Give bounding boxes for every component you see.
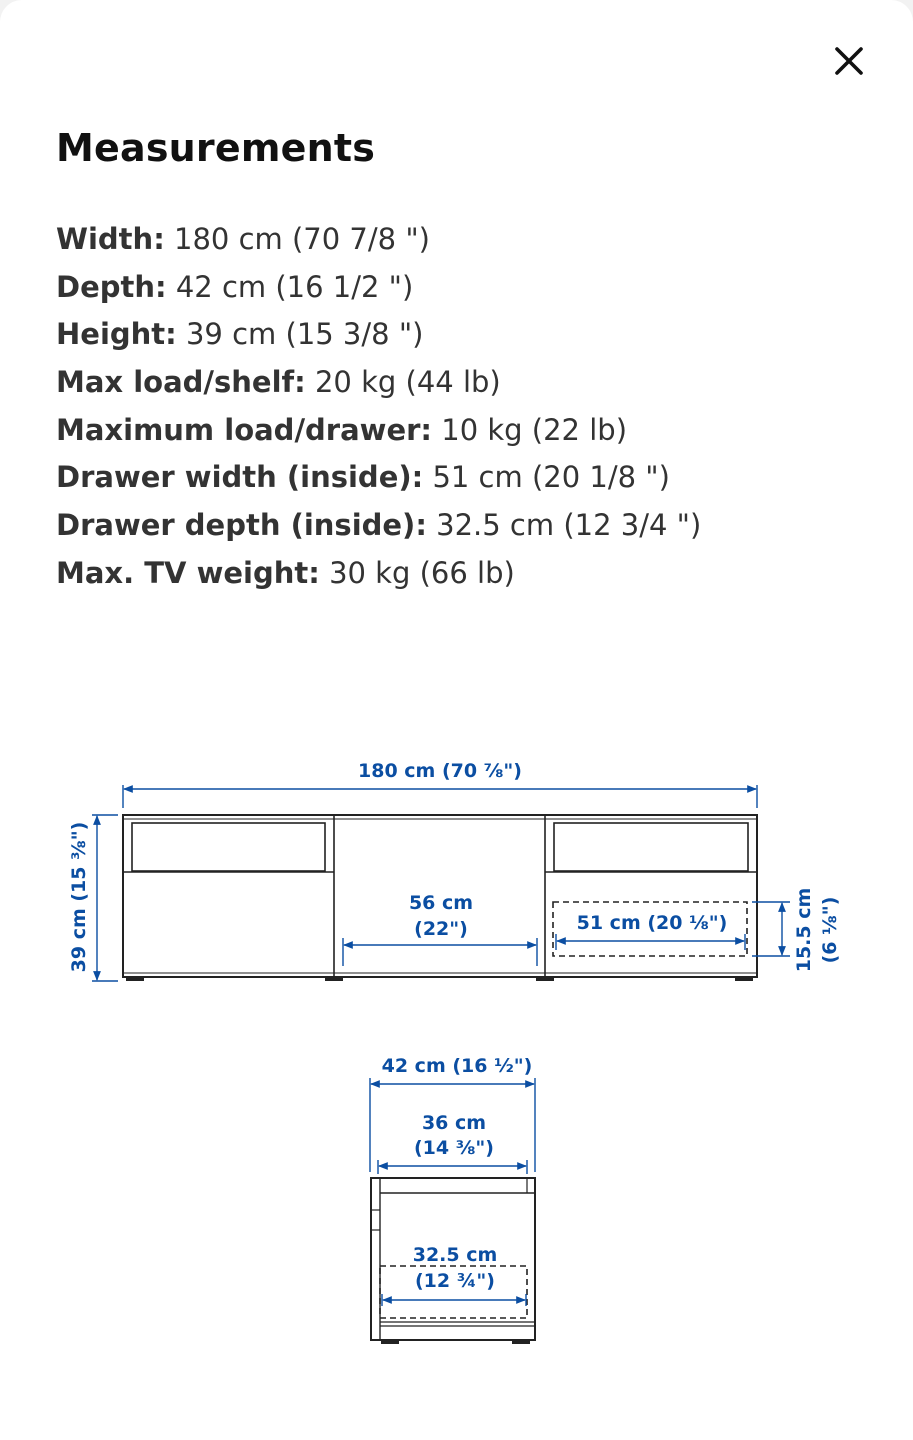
spec-value: 42 cm (16 1/2 ") <box>175 269 414 304</box>
spec-drawer-width <box>56 454 701 502</box>
spec-max-tv-weight <box>56 550 701 598</box>
page-title: Measurements <box>56 126 376 170</box>
spec-value: 32.5 cm (12 3/4 ") <box>436 508 702 543</box>
close-button[interactable] <box>822 34 876 88</box>
drawer-height-label-cm: 15.5 cm <box>793 887 815 973</box>
drawer-height-label-in: (6 ⅛") <box>819 896 841 964</box>
spec-max-load-drawer <box>56 407 701 455</box>
spec-label: Drawer width (inside): <box>56 460 424 495</box>
width-dimension-label: 180 cm (70 ⅞") <box>358 760 522 782</box>
drawer-depth-label-cm: 32.5 cm <box>412 1244 498 1266</box>
spec-value: 51 cm (20 1/8 ") <box>432 460 670 495</box>
spec-label: Max load/shelf: <box>56 365 306 400</box>
spec-value: 10 kg (22 lb) <box>441 412 628 447</box>
spec-value: 39 cm (15 3/8 ") <box>185 317 424 352</box>
spec-depth <box>56 264 701 312</box>
spec-height <box>56 311 701 359</box>
spec-label: Width: <box>56 222 165 256</box>
spec-label: Height: <box>56 317 177 352</box>
spec-label: Maximum load/drawer: <box>56 412 433 447</box>
spec-value: 30 kg (66 lb) <box>329 555 515 590</box>
drawer-width-label: 51 cm (20 ⅛") <box>576 912 728 934</box>
inner-depth-label-in: (14 ⅜") <box>414 1137 494 1159</box>
side-view <box>370 1055 535 1344</box>
dimension-drawing <box>0 740 913 1380</box>
spec-label: Max. TV weight: <box>56 555 320 590</box>
close-icon <box>834 46 864 76</box>
spec-list <box>56 216 701 598</box>
spec-label: Depth: <box>56 269 167 304</box>
middle-width-label-in: (22") <box>414 918 468 940</box>
height-dimension-label: 39 cm (15 ⅜") <box>68 821 90 973</box>
inner-depth-label-cm: 36 cm <box>421 1112 487 1134</box>
middle-width-label-cm: 56 cm <box>408 892 474 914</box>
spec-max-load-shelf <box>56 359 701 407</box>
drawer-depth-label-in: (12 ¾") <box>415 1270 495 1292</box>
front-view <box>68 760 841 981</box>
spec-label: Drawer depth (inside): <box>56 508 427 543</box>
spec-value: 20 kg (44 lb) <box>314 365 501 400</box>
spec-value: 180 cm (70 7/8 ") <box>174 222 430 256</box>
depth-dimension-label: 42 cm (16 ½") <box>381 1055 533 1077</box>
spec-drawer-depth <box>56 502 701 550</box>
spec-width <box>56 216 701 264</box>
